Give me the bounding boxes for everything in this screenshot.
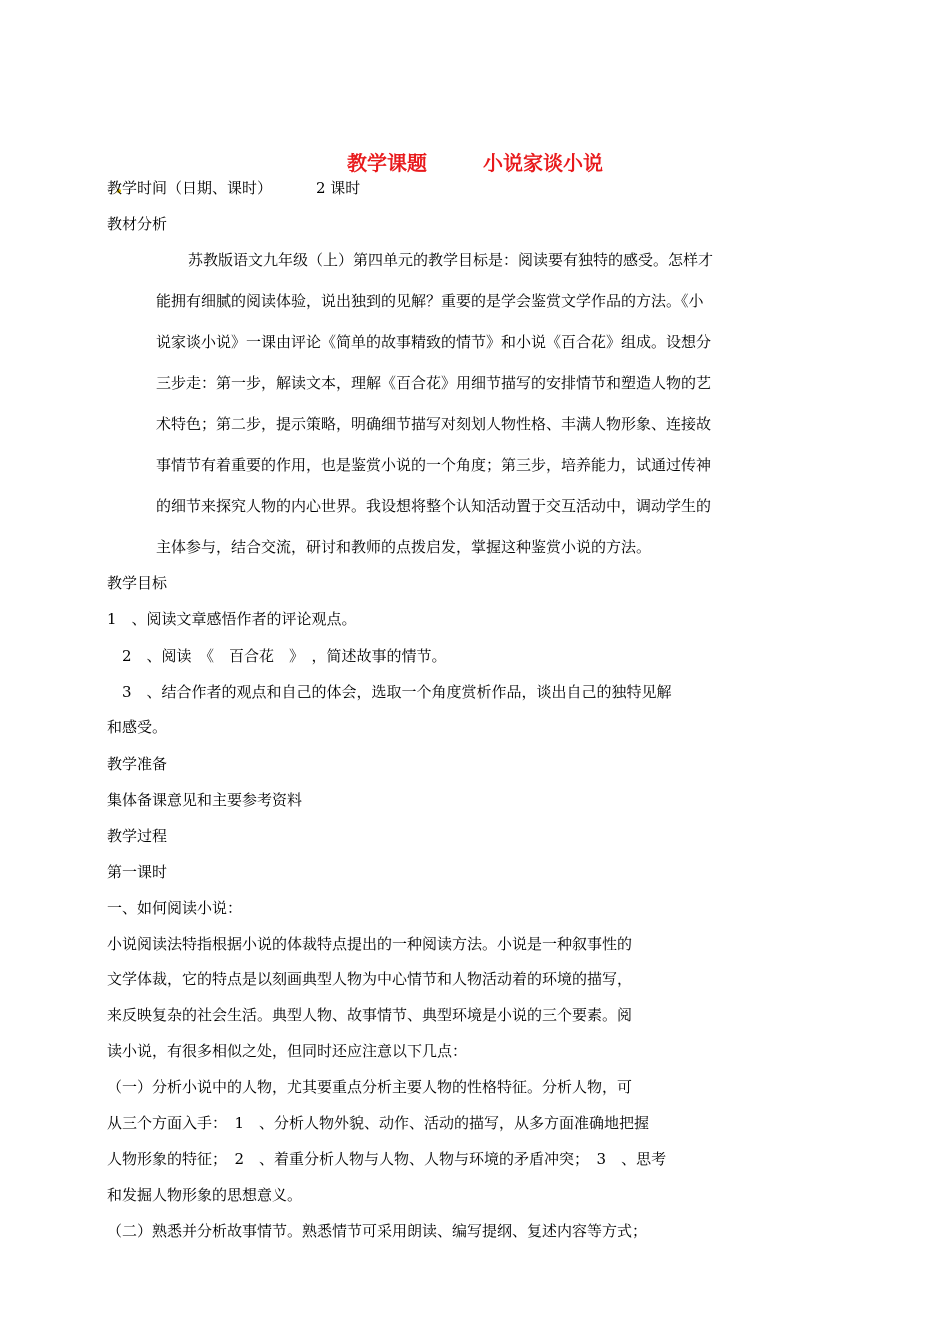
body-line: 从三个方面入手： 1 、分析人物外貌、动作、活动的描写，从多方面准确地把握 bbox=[107, 1114, 650, 1132]
teaching-time-label: 教学时间（日期、课时） bbox=[107, 179, 273, 197]
part1-heading: 一、如何阅读小说： bbox=[107, 899, 243, 917]
body-line: 来反映复杂的社会生活。典型人物、故事情节、典型环境是小说的三个要素。阅 bbox=[107, 1006, 633, 1024]
analysis-line: 能拥有细腻的阅读体验，说出独到的见解？重要的是学会鉴赏文学作品的方法。《小 bbox=[156, 292, 704, 310]
analysis-line: 三步走：第一步，解读文本，理解《百合花》用细节描写的安排情节和塑造人物的艺 bbox=[156, 374, 712, 392]
section-preparation: 教学准备 bbox=[107, 755, 168, 773]
lesson-label: 第一课时 bbox=[107, 863, 168, 881]
analysis-line: 术特色；第二步，提示策略，明确细节描写对刻划人物性格、丰满人物形象、连接故 bbox=[156, 415, 712, 433]
body-line: 文学体裁，它的特点是以刻画典型人物为中心情节和人物活动着的环境的描写， bbox=[107, 970, 633, 988]
body-line: （二）熟悉并分析故事情节。熟悉情节可采用朗读、编写提纲、复述内容等方式； bbox=[107, 1222, 648, 1240]
objective-item: 1 、阅读文章感悟作者的评论观点。 bbox=[107, 610, 357, 628]
section-material-analysis: 教材分析 bbox=[107, 215, 168, 233]
page-title bbox=[0, 150, 950, 176]
preparation-text: 集体备课意见和主要参考资料 bbox=[107, 791, 303, 809]
body-line: 人物形象的特征； 2 、着重分析人物与人物、人物与环境的矛盾冲突； 3 、思考 bbox=[107, 1150, 667, 1168]
body-line: 读小说，有很多相似之处，但同时还应注意以下几点： bbox=[107, 1042, 468, 1060]
body-line: 和发掘人物形象的思想意义。 bbox=[107, 1186, 303, 1204]
analysis-line: 说家谈小说》一课由评论《简单的故事精致的情节》和小说《百合花》组成。设想分 bbox=[156, 333, 712, 351]
title-label: 教学课题 bbox=[347, 151, 427, 175]
objective-item: 3 、结合作者的观点和自己的体会，选取一个角度赏析作品，谈出自己的独特见解 bbox=[122, 683, 672, 701]
body-line: 小说阅读法特指根据小说的体裁特点提出的一种阅读方法。小说是一种叙事性的 bbox=[107, 935, 633, 953]
objective-item: 和感受。 bbox=[107, 718, 168, 736]
analysis-line: 的细节来探究人物的内心世界。我设想将整个认知活动置于交互活动中，调动学生的 bbox=[156, 497, 712, 515]
teaching-time-value: 2 课时 bbox=[316, 179, 361, 197]
objective-item: 2 、阅读 《 百合花 》 ，简述故事的情节。 bbox=[122, 647, 447, 665]
analysis-line: 事情节有着重要的作用，也是鉴赏小说的一个角度；第三步，培养能力，试通过传神 bbox=[156, 456, 712, 474]
analysis-line: 苏教版语文九年级（上）第四单元的教学目标是：阅读要有独特的感受。怎样才 bbox=[188, 251, 714, 269]
analysis-line: 主体参与，结合交流，研讨和教师的点拨启发，掌握这种鉴赏小说的方法。 bbox=[156, 538, 652, 556]
section-process: 教学过程 bbox=[107, 827, 168, 845]
body-line: （一）分析小说中的人物，尤其要重点分析主要人物的性格特征。分析人物，可 bbox=[107, 1078, 633, 1096]
title-text: 小说家谈小说 bbox=[483, 151, 603, 175]
section-objectives: 教学目标 bbox=[107, 574, 168, 592]
